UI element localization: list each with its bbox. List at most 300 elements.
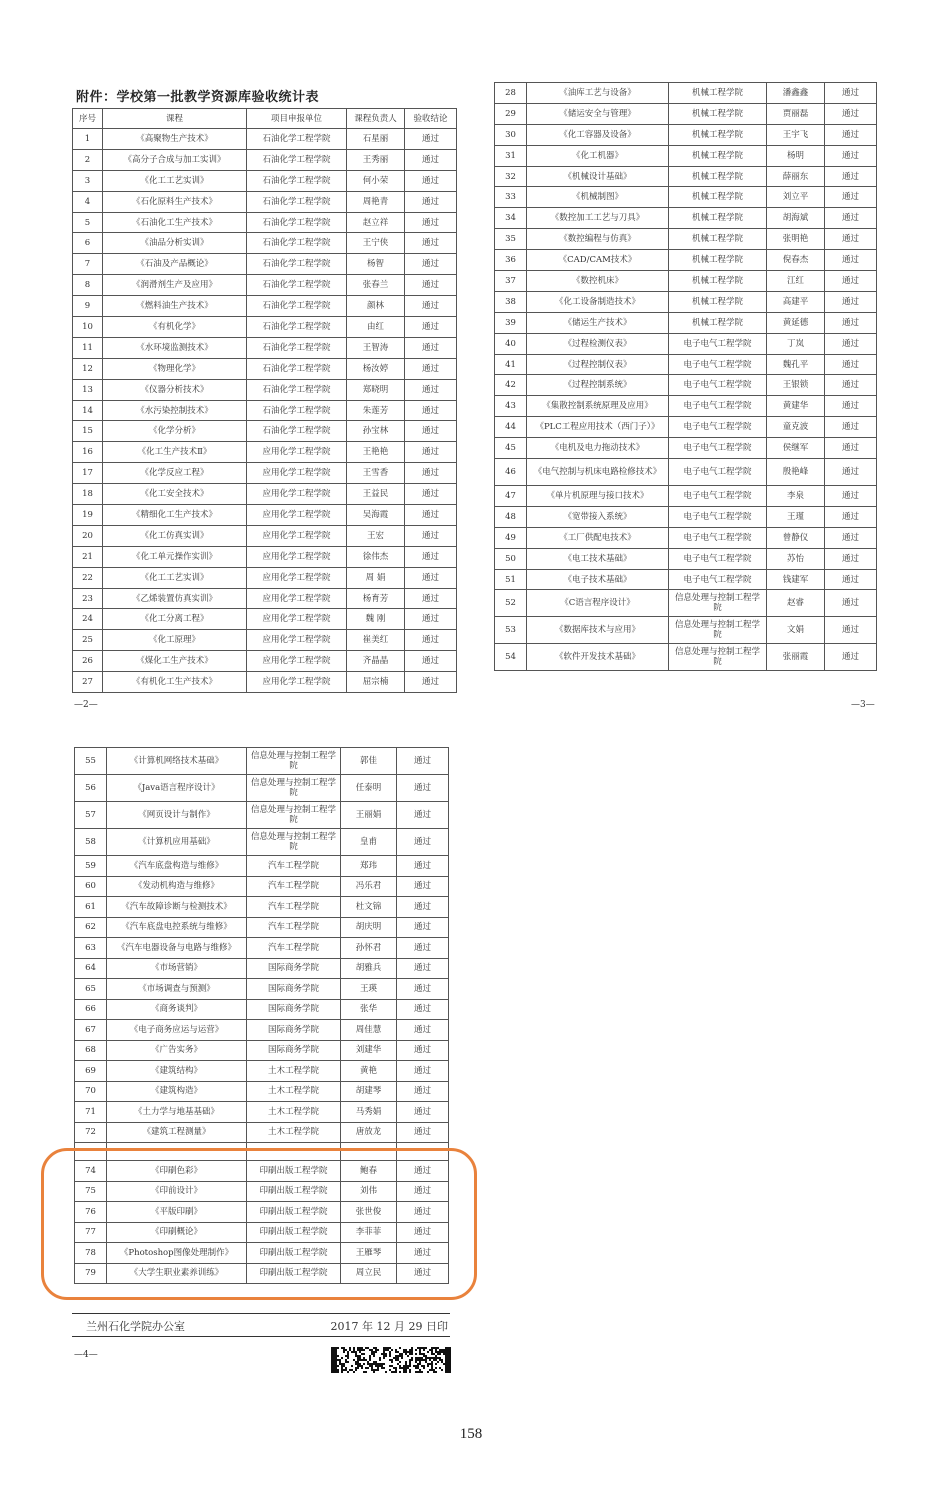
result: 通过 xyxy=(405,672,457,693)
course-name: 《化工设备制造技术》 xyxy=(527,291,669,312)
course-name: 《PLC工程应用技术（西门子）》 xyxy=(527,417,669,438)
row-number: 52 xyxy=(495,590,527,617)
course-name: 《广告实务》 xyxy=(107,1040,247,1061)
course-lead: 马秀娟 xyxy=(341,1102,397,1123)
course-lead: 曾静仪 xyxy=(767,527,825,548)
result: 通过 xyxy=(397,979,449,1000)
result: 通过 xyxy=(405,651,457,672)
row-number: 61 xyxy=(75,897,107,918)
course-lead: 黄建华 xyxy=(767,396,825,417)
header-result: 验收结论 xyxy=(405,109,457,129)
course-name: 《水环境监测技术》 xyxy=(103,337,247,358)
course-lead: 吴海霞 xyxy=(347,505,405,526)
department: 机械工程学院 xyxy=(669,229,767,250)
course-lead: 赵睿 xyxy=(767,590,825,617)
page-label-4: —4— xyxy=(74,1350,98,1360)
table-row xyxy=(495,250,877,271)
course-lead: 王益民 xyxy=(347,484,405,505)
table-row xyxy=(73,379,457,400)
course-lead: 皇甫 xyxy=(341,829,397,856)
course-lead: 石星丽 xyxy=(347,129,405,150)
table-row xyxy=(495,124,877,145)
course-lead: 文娟 xyxy=(767,617,825,644)
course-name: 《建筑结构》 xyxy=(107,1061,247,1082)
table-row xyxy=(75,1122,449,1143)
course-lead: 胡庆明 xyxy=(341,917,397,938)
course-name: 《过程控制仪表》 xyxy=(527,354,669,375)
table-row xyxy=(75,979,449,1000)
course-name: 《建筑构造》 xyxy=(107,1081,247,1102)
row-number: 16 xyxy=(73,442,103,463)
table-row xyxy=(495,486,877,507)
department: 机械工程学院 xyxy=(669,83,767,104)
course-lead: 王宇飞 xyxy=(767,124,825,145)
office-name: 兰州石化学院办公室 xyxy=(86,1320,185,1333)
department: 石油化学工程学院 xyxy=(247,379,347,400)
course-lead: 赵立祥 xyxy=(347,212,405,233)
row-number: 74 xyxy=(75,1161,107,1182)
course-name: 《数控编程与仿真》 xyxy=(527,229,669,250)
table-row xyxy=(495,187,877,208)
row-number: 64 xyxy=(75,958,107,979)
table-row xyxy=(73,421,457,442)
row-number: 39 xyxy=(495,312,527,333)
course-lead: 丁岚 xyxy=(767,333,825,354)
table-row xyxy=(75,802,449,829)
table-row xyxy=(73,442,457,463)
result: 通过 xyxy=(405,442,457,463)
course-name: 《软件开发技术基础》 xyxy=(527,644,669,671)
table-row xyxy=(73,546,457,567)
department: 电子电气工程学院 xyxy=(669,438,767,459)
row-number: 63 xyxy=(75,938,107,959)
row-number: 62 xyxy=(75,917,107,938)
row-number: 17 xyxy=(73,463,103,484)
course-name: 《过程控制系统》 xyxy=(527,375,669,396)
row-number: 49 xyxy=(495,527,527,548)
result: 通过 xyxy=(405,337,457,358)
department: 机械工程学院 xyxy=(669,208,767,229)
result: 通过 xyxy=(825,291,877,312)
course-name: 《有机化工生产技术》 xyxy=(103,672,247,693)
table-row xyxy=(75,897,449,918)
row-number: 71 xyxy=(75,1102,107,1123)
result: 通过 xyxy=(397,1081,449,1102)
table-page-2 xyxy=(72,108,457,693)
course-name: 《汽车底盘电控系统与维修》 xyxy=(107,917,247,938)
department: 应用化学工程学院 xyxy=(247,567,347,588)
page-label-3: —3— xyxy=(851,700,875,710)
result: 通过 xyxy=(825,83,877,104)
department: 电子电气工程学院 xyxy=(669,486,767,507)
table-row xyxy=(495,229,877,250)
row-number: 53 xyxy=(495,617,527,644)
row-number: 3 xyxy=(73,170,103,191)
course-name: 《C语言程序设计》 xyxy=(527,590,669,617)
department: 电子电气工程学院 xyxy=(669,354,767,375)
result: 通过 xyxy=(825,103,877,124)
course-name: 《化工工艺实训》 xyxy=(103,170,247,191)
table-row xyxy=(73,317,457,338)
result: 通过 xyxy=(405,212,457,233)
course-name: 《过程检测仪表》 xyxy=(527,333,669,354)
row-number: 27 xyxy=(73,672,103,693)
table-row xyxy=(495,617,877,644)
row-number: 50 xyxy=(495,548,527,569)
department: 电子电气工程学院 xyxy=(669,375,767,396)
row-number: 37 xyxy=(495,271,527,292)
course-name: 《化工仿真实训》 xyxy=(103,525,247,546)
row-number: 45 xyxy=(495,438,527,459)
course-name: 《燃料油生产技术》 xyxy=(103,296,247,317)
department: 国际商务学院 xyxy=(247,1020,341,1041)
course-lead: 郑玮 xyxy=(341,856,397,877)
row-number: 24 xyxy=(73,609,103,630)
department: 应用化学工程学院 xyxy=(247,505,347,526)
row-number: 67 xyxy=(75,1020,107,1041)
course-name: 《化工单元操作实训》 xyxy=(103,546,247,567)
table-row xyxy=(495,459,877,486)
result: 通过 xyxy=(825,187,877,208)
result: 通过 xyxy=(405,379,457,400)
department: 应用化学工程学院 xyxy=(247,609,347,630)
row-number: 23 xyxy=(73,588,103,609)
course-lead: 崔美红 xyxy=(347,630,405,651)
department: 石油化学工程学院 xyxy=(247,421,347,442)
table-row xyxy=(73,651,457,672)
course-lead: 杨汝婷 xyxy=(347,358,405,379)
department: 印刷出版工程学院 xyxy=(247,1181,341,1202)
department: 信息处理与控制工程学院 xyxy=(247,748,341,775)
result: 通过 xyxy=(405,358,457,379)
result: 通过 xyxy=(825,590,877,617)
row-number: 40 xyxy=(495,333,527,354)
course-name: 《电子技术基础》 xyxy=(527,569,669,590)
course-lead: 由红 xyxy=(347,317,405,338)
table-row xyxy=(75,938,449,959)
header-course-lead: 课程负责人 xyxy=(347,109,405,129)
result: 通过 xyxy=(825,124,877,145)
course-name: 《有机化学》 xyxy=(103,317,247,338)
course-name: 《电机及电力拖动技术》 xyxy=(527,438,669,459)
result: 通过 xyxy=(405,233,457,254)
course-lead: 刘伟 xyxy=(341,1181,397,1202)
result: 通过 xyxy=(405,567,457,588)
row-number: 19 xyxy=(73,505,103,526)
department: 应用化学工程学院 xyxy=(247,651,347,672)
department: 国际商务学院 xyxy=(247,1040,341,1061)
course-lead: 童克波 xyxy=(767,417,825,438)
result: 通过 xyxy=(397,1102,449,1123)
result: 通过 xyxy=(397,897,449,918)
department: 电子电气工程学院 xyxy=(669,333,767,354)
row-number: 13 xyxy=(73,379,103,400)
department: 土木工程学院 xyxy=(247,1102,341,1123)
course-lead: 黄延德 xyxy=(767,312,825,333)
course-name: 《煤化工生产技术》 xyxy=(103,651,247,672)
table-row xyxy=(75,1061,449,1082)
course-name: 《大学生职业素养训练》 xyxy=(107,1263,247,1284)
table-row xyxy=(495,333,877,354)
table-row xyxy=(75,999,449,1020)
result: 通过 xyxy=(405,505,457,526)
department: 信息处理与控制工程学院 xyxy=(247,829,341,856)
course-lead: 刘立平 xyxy=(767,187,825,208)
result: 通过 xyxy=(825,312,877,333)
department: 电子电气工程学院 xyxy=(669,506,767,527)
course-name: 《计算机应用基础》 xyxy=(107,829,247,856)
table-row xyxy=(75,1102,449,1123)
department: 石油化学工程学院 xyxy=(247,149,347,170)
table-page-3 xyxy=(494,82,877,671)
result: 通过 xyxy=(397,1243,449,1264)
result: 通过 xyxy=(825,506,877,527)
table-row xyxy=(75,748,449,775)
course-name: 《汽车故障诊断与检测技术》 xyxy=(107,897,247,918)
result: 通过 xyxy=(825,569,877,590)
result: 通过 xyxy=(825,145,877,166)
table-row xyxy=(73,484,457,505)
department: 机械工程学院 xyxy=(669,124,767,145)
department: 石油化学工程学院 xyxy=(247,275,347,296)
department: 信息处理与控制工程学院 xyxy=(247,775,341,802)
department: 石油化学工程学院 xyxy=(247,296,347,317)
course-name: 《仪器分析技术》 xyxy=(103,379,247,400)
result: 通过 xyxy=(825,271,877,292)
row-number: 20 xyxy=(73,525,103,546)
course-name: 《CAD/CAM技术》 xyxy=(527,250,669,271)
course-lead: 李泉 xyxy=(767,486,825,507)
department: 电子电气工程学院 xyxy=(669,569,767,590)
table-row xyxy=(73,212,457,233)
table-row xyxy=(73,525,457,546)
department: 应用化学工程学院 xyxy=(247,484,347,505)
row-number: 5 xyxy=(73,212,103,233)
table-row xyxy=(495,166,877,187)
result: 通过 xyxy=(405,317,457,338)
course-name: 《汽车电器设备与电路与维修》 xyxy=(107,938,247,959)
row-number: 46 xyxy=(495,459,527,486)
table-row xyxy=(73,149,457,170)
course-name: 《汽车底盘构造与维修》 xyxy=(107,856,247,877)
table-row xyxy=(75,829,449,856)
table-row xyxy=(73,672,457,693)
result: 通过 xyxy=(397,1061,449,1082)
course-lead: 冯乐君 xyxy=(341,876,397,897)
department: 机械工程学院 xyxy=(669,271,767,292)
table-row xyxy=(73,170,457,191)
row-number: 75 xyxy=(75,1181,107,1202)
result: 通过 xyxy=(397,856,449,877)
course-name: 《化工安全技术》 xyxy=(103,484,247,505)
result: 通过 xyxy=(825,354,877,375)
result: 通过 xyxy=(825,486,877,507)
row-number: 31 xyxy=(495,145,527,166)
row-number: 30 xyxy=(495,124,527,145)
course-lead: 齐晶晶 xyxy=(347,651,405,672)
course-lead: 胡海斌 xyxy=(767,208,825,229)
row-number: 4 xyxy=(73,191,103,212)
course-name: 《数控机床》 xyxy=(527,271,669,292)
print-date: 2017 年 12 月 29 日印 xyxy=(330,1320,448,1333)
department: 石油化学工程学院 xyxy=(247,212,347,233)
table-row xyxy=(495,354,877,375)
course-name: 《数据库技术与应用》 xyxy=(527,617,669,644)
course-lead: 黄艳 xyxy=(341,1061,397,1082)
result: 通过 xyxy=(397,802,449,829)
department: 石油化学工程学院 xyxy=(247,170,347,191)
department: 应用化学工程学院 xyxy=(247,463,347,484)
department: 机械工程学院 xyxy=(669,250,767,271)
table-row xyxy=(495,417,877,438)
row-number: 35 xyxy=(495,229,527,250)
row-number: 8 xyxy=(73,275,103,296)
department: 石油化学工程学院 xyxy=(247,233,347,254)
result: 通过 xyxy=(405,149,457,170)
result: 通过 xyxy=(825,527,877,548)
course-lead: 任泰明 xyxy=(341,775,397,802)
course-lead: 潘鑫鑫 xyxy=(767,83,825,104)
department: 国际商务学院 xyxy=(247,979,341,1000)
course-name: 《化工生产技术Ⅱ》 xyxy=(103,442,247,463)
table-row xyxy=(73,275,457,296)
department: 印刷出版工程学院 xyxy=(247,1202,341,1223)
result: 通过 xyxy=(825,333,877,354)
department: 石油化学工程学院 xyxy=(247,254,347,275)
course-lead: 唐放龙 xyxy=(341,1122,397,1143)
table-row xyxy=(75,856,449,877)
department: 汽车工程学院 xyxy=(247,938,341,959)
row-number: 25 xyxy=(73,630,103,651)
result: 通过 xyxy=(825,250,877,271)
row-number: 9 xyxy=(73,296,103,317)
row-number: 10 xyxy=(73,317,103,338)
result: 通过 xyxy=(397,1020,449,1041)
department: 印刷出版工程学院 xyxy=(247,1222,341,1243)
course-name: 《印刷概论》 xyxy=(107,1222,247,1243)
course-lead: 王丽娟 xyxy=(341,802,397,829)
row-number: 60 xyxy=(75,876,107,897)
course-name: 《精细化工生产技术》 xyxy=(103,505,247,526)
course-lead: 钱建军 xyxy=(767,569,825,590)
table-row xyxy=(75,1020,449,1041)
department: 机械工程学院 xyxy=(669,103,767,124)
row-number: 36 xyxy=(495,250,527,271)
row-number: 22 xyxy=(73,567,103,588)
course-lead: 苏怡 xyxy=(767,548,825,569)
department: 机械工程学院 xyxy=(669,312,767,333)
course-name: 《储运生产技术》 xyxy=(527,312,669,333)
department: 信息处理与控制工程学院 xyxy=(247,802,341,829)
result: 通过 xyxy=(405,296,457,317)
course-lead: 徐伟杰 xyxy=(347,546,405,567)
department: 汽车工程学院 xyxy=(247,856,341,877)
table-row xyxy=(73,254,457,275)
result: 通过 xyxy=(397,876,449,897)
course-lead: 杨育芳 xyxy=(347,588,405,609)
row-number: 26 xyxy=(73,651,103,672)
course-name: 《高分子合成与加工实训》 xyxy=(103,149,247,170)
department: 信息处理与控制工程学院 xyxy=(669,617,767,644)
row-number: 42 xyxy=(495,375,527,396)
department: 汽车工程学院 xyxy=(247,897,341,918)
course-lead: 王瑾 xyxy=(767,506,825,527)
department: 应用化学工程学院 xyxy=(247,630,347,651)
header-department: 项目申报单位 xyxy=(247,109,347,129)
course-name: 《印前设计》 xyxy=(107,1181,247,1202)
result: 通过 xyxy=(405,525,457,546)
course-lead: 王秀丽 xyxy=(347,149,405,170)
row-number: 21 xyxy=(73,546,103,567)
course-lead: 李菲菲 xyxy=(341,1222,397,1243)
row-number: 14 xyxy=(73,400,103,421)
page-label-2: —2— xyxy=(74,700,98,710)
course-lead: 王艳艳 xyxy=(347,442,405,463)
department: 石油化学工程学院 xyxy=(247,358,347,379)
course-name: 《高聚物生产技术》 xyxy=(103,129,247,150)
result: 通过 xyxy=(397,938,449,959)
row-number: 78 xyxy=(75,1243,107,1264)
course-lead: 朱莲芳 xyxy=(347,400,405,421)
result: 通过 xyxy=(397,999,449,1020)
row-number: 54 xyxy=(495,644,527,671)
course-name: 《润滑剂生产及应用》 xyxy=(103,275,247,296)
course-lead: 周立民 xyxy=(341,1263,397,1284)
course-lead: 贾丽磊 xyxy=(767,103,825,124)
table-row xyxy=(73,400,457,421)
row-number: 65 xyxy=(75,979,107,1000)
row-number: 72 xyxy=(75,1122,107,1143)
result: 通过 xyxy=(397,1181,449,1202)
row-number: 32 xyxy=(495,166,527,187)
table-row xyxy=(495,644,877,671)
course-lead: 郭佳 xyxy=(341,748,397,775)
course-lead: 王雁琴 xyxy=(341,1243,397,1264)
row-number: 68 xyxy=(75,1040,107,1061)
table-row xyxy=(495,312,877,333)
department: 土木工程学院 xyxy=(247,1122,341,1143)
department: 信息处理与控制工程学院 xyxy=(669,644,767,671)
course-name: 《油品分析实训》 xyxy=(103,233,247,254)
table-row xyxy=(495,527,877,548)
course-name: 《计算机网络技术基础》 xyxy=(107,748,247,775)
result: 通过 xyxy=(825,417,877,438)
department: 石油化学工程学院 xyxy=(247,317,347,338)
row-number: 34 xyxy=(495,208,527,229)
course-lead: 王宁侠 xyxy=(347,233,405,254)
course-name: 《石油化工生产技术》 xyxy=(103,212,247,233)
course-lead: 王智涛 xyxy=(347,337,405,358)
course-name: 《平版印刷》 xyxy=(107,1202,247,1223)
result: 通过 xyxy=(825,617,877,644)
department: 应用化学工程学院 xyxy=(247,588,347,609)
office-stamp-line xyxy=(72,1313,450,1337)
table-row xyxy=(73,567,457,588)
row-number: 51 xyxy=(495,569,527,590)
row-number: 33 xyxy=(495,187,527,208)
course-name: 《单片机原理与接口技术》 xyxy=(527,486,669,507)
row-number: 38 xyxy=(495,291,527,312)
table-row xyxy=(73,630,457,651)
highlight-ellipse xyxy=(41,1148,477,1300)
page-number: 158 xyxy=(459,1426,483,1442)
course-lead: 倪春杰 xyxy=(767,250,825,271)
course-lead: 殷艳峰 xyxy=(767,459,825,486)
course-name: 《油库工艺与设备》 xyxy=(527,83,669,104)
department: 印刷出版工程学院 xyxy=(247,1243,341,1264)
barcode-icon xyxy=(331,1347,451,1373)
course-lead: 周艳青 xyxy=(347,191,405,212)
